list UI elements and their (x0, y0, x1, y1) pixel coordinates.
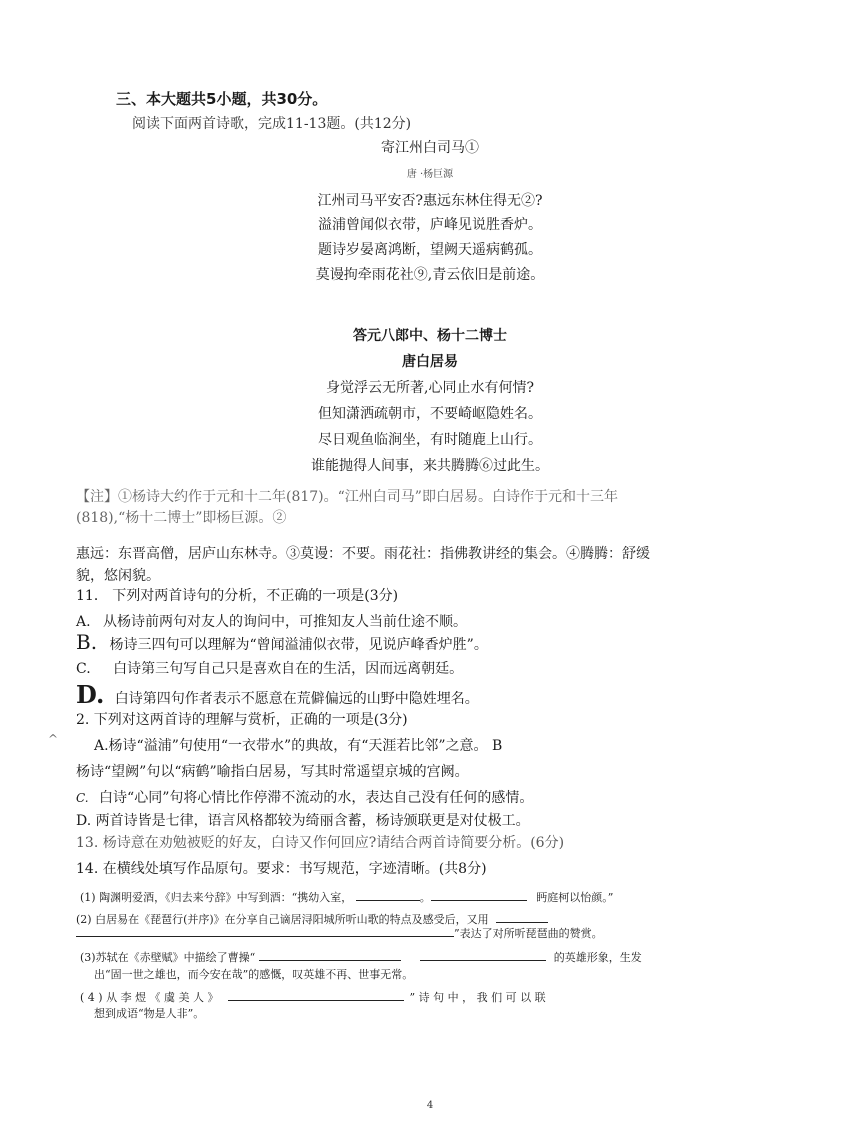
q14-item-3-cont: 出“固一世之雄也，而今安在哉”的感慨，叹英雄不再、世事无常。 (94, 968, 414, 981)
fill-text: 。 (419, 891, 431, 904)
fill-text: ( 4 ) 从 李 煜 《 虞 美 人 》 (80, 991, 219, 1004)
fill-text: 眄庭柯以怡颜。” (536, 891, 614, 904)
stray-mark: ^ (48, 732, 59, 746)
q14-item-2-cont (76, 924, 603, 941)
answer-blank[interactable] (259, 948, 401, 961)
fill-text: (2) 白居易在《琵琶行(并序)》在分享自己谪居浔阳城所听山歌的特点及感受后，又用 (76, 913, 489, 926)
poem1-line: 溢浦曾闻似衣带，庐峰见说胜香炉。 (318, 217, 542, 233)
poem2-line: 但知潇洒疏朝市，不要崎岖隐姓名。 (318, 406, 542, 422)
poem1-title: 寄江州白司马① (381, 140, 479, 156)
q11-option-b[interactable] (76, 630, 488, 654)
poem2-line: 尽日观鱼临涧坐，有时随鹿上山行。 (318, 432, 542, 448)
option-text: 白诗第三句写自己只是喜欢自在的生活，因而远离朝廷。 (113, 661, 464, 677)
q12-option-c[interactable] (76, 787, 533, 807)
answer-blank[interactable] (76, 924, 454, 937)
answer-blank[interactable] (228, 988, 404, 1001)
answer-blank[interactable] (356, 888, 420, 901)
fill-text: ” 诗 句 中 ， 我 们 可 以 联 (409, 991, 546, 1004)
q12-option-a[interactable]: A.杨诗“溢浦”句使用“一衣带水”的典故，有“天涯若比邻”之意。 B (94, 738, 503, 754)
question-14-stem: 14. 在横线处填写作品原句。要求：书写规范，字迹清晰。(共8分) (76, 861, 487, 877)
option-letter: A. (76, 614, 91, 630)
option-letter: B. (76, 630, 98, 654)
poem2-line: 谁能抛得人间事，来共腾腾⑥过此生。 (311, 458, 549, 474)
answer-blank[interactable] (420, 948, 546, 961)
note-line: (818),“杨十二博士”即杨巨源。② (76, 510, 287, 526)
poem1-line: 江州司马平安否?惠远东林住得无②? (317, 193, 543, 209)
question-13-stem: 13. 杨诗意在劝勉被贬的好友，白诗又作何回应?请结合两首诗简要分析。(6分) (76, 835, 565, 851)
fill-text: (3)苏轼在《赤壁赋》中描绘了曹操“ (80, 951, 256, 964)
q14-item-4-cont: 想到成语“物是人非”。 (94, 1007, 205, 1020)
q12-option-b[interactable]: 杨诗“望阙”句以“病鹤”喻指白居易，写其时常遥望京城的宫阙。 (76, 764, 469, 780)
answer-blank[interactable] (431, 888, 527, 901)
page-number: 4 (426, 1100, 434, 1111)
answer-blank[interactable] (496, 910, 548, 923)
section-header: 三、本大题共5小题，共30分。 (116, 90, 328, 108)
q11-option-d[interactable] (76, 680, 479, 709)
option-text: 从杨诗前两句对友人的询问中，可推知友人当前仕途不顺。 (103, 614, 468, 630)
option-text: 杨诗三四句可以理解为“曾闻溢浦似衣带，见说庐峰香炉胜”。 (109, 637, 488, 653)
q12-option-d[interactable]: D. 两首诗皆是七律，语言风格都较为绮丽含蓄，杨诗颁联更是对仗极工。 (76, 813, 530, 829)
option-letter: D. (76, 680, 105, 709)
poem2-author: 唐白居易 (402, 354, 458, 370)
fill-text: 的英雄形象，生发 (553, 951, 642, 964)
question-12-stem: 2. 下列对这两首诗的理解与赏析，正确的一项是(3分) (76, 712, 408, 728)
q11-option-a[interactable] (76, 611, 467, 631)
poem1-author: 唐 ·杨巨源 (406, 169, 454, 180)
q14-item-3 (80, 948, 642, 965)
note-line: 【注】①杨诗大约作于元和十二年(817)。“江州白司马”即白居易。白诗作于元和十三年 (76, 489, 618, 505)
option-letter: C. (76, 791, 89, 805)
q11-option-c[interactable] (76, 658, 463, 678)
poem1-line: 莫谩拘牵雨花社⑨,青云依旧是前途。 (315, 267, 545, 283)
note-line: 惠远：东晋高僧，居庐山东林寺。③莫谩：不要。雨花社：指佛教讲经的集会。④腾腾：舒缓 (76, 546, 650, 562)
fill-text: ”表达了对所听琵琶曲的赞赏。 (454, 927, 603, 940)
poem1-line: 题诗岁晏离鸿断，望阙天遥病鹤孤。 (318, 242, 542, 258)
note-line: 貌，悠闲貌。 (76, 568, 160, 584)
option-letter: C. (76, 661, 91, 677)
option-text: 白诗“心同”句将心情比作停滞不流动的水，表达自己没有任何的感情。 (99, 790, 534, 806)
question-11-stem: 11． 下列对两首诗句的分析，不正确的一项是(3分) (76, 588, 399, 604)
poem2-title: 答元八郎中、杨十二博士 (353, 328, 507, 344)
option-text: 白诗第四句作者表示不愿意在荒僻偏远的山野中隐姓埋名。 (114, 691, 479, 707)
q14-item-1 (80, 888, 613, 905)
poem2-line: 身觉浮云无所著,心同止水有何情? (326, 380, 534, 396)
fill-text: (1) 陶渊明爱酒，《归去来兮辞》中写到酒：“携幼入室， (80, 891, 353, 904)
section-intro: 阅读下面两首诗歌，完成11-13题。(共12分) (132, 116, 412, 132)
q14-item-4 (80, 988, 546, 1005)
